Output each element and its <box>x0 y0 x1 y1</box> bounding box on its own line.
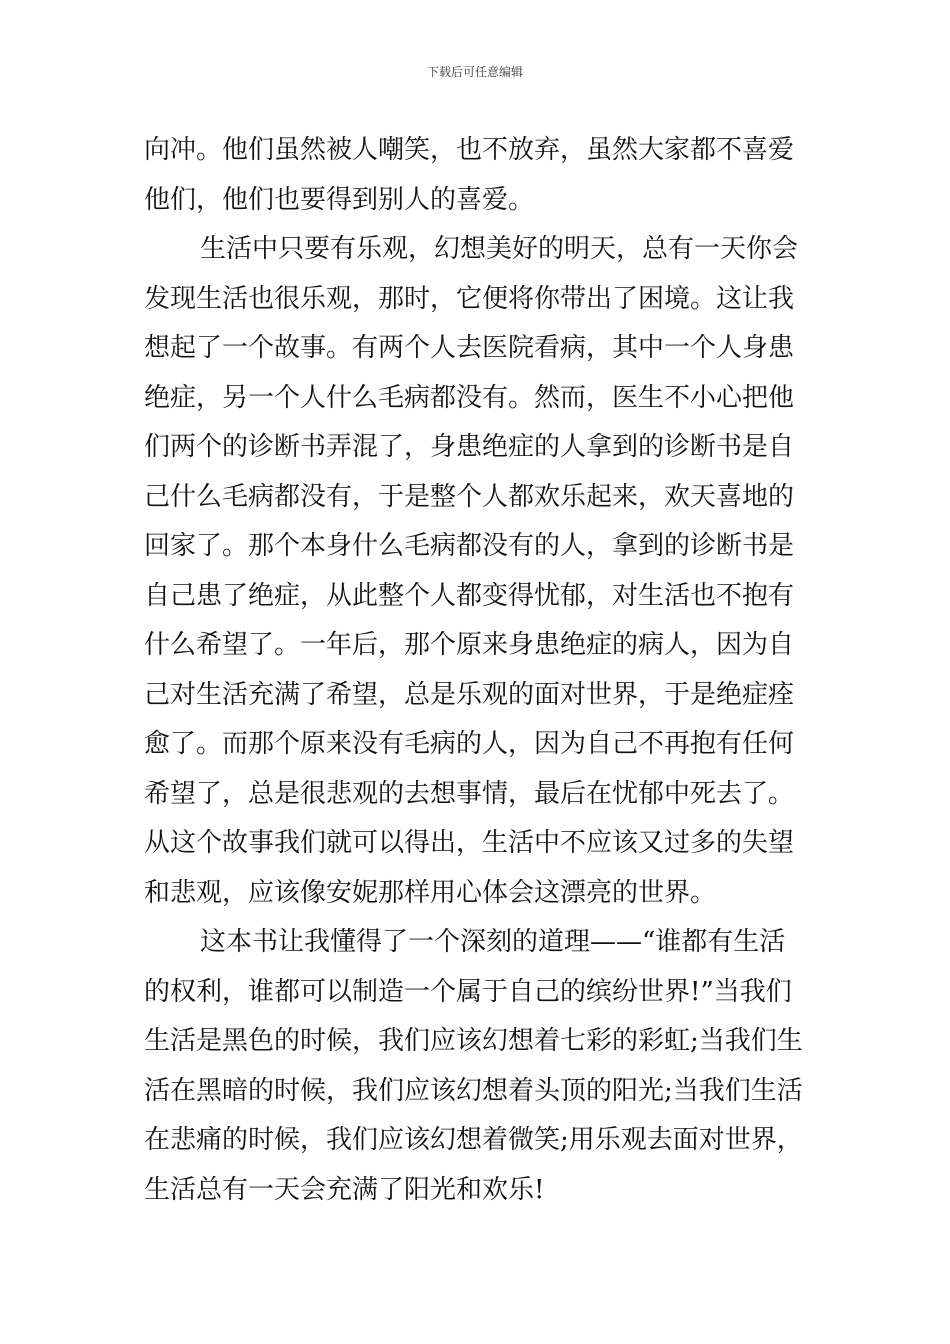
paragraph-2-line-9: 什么希望了。一年后，那个原来身患绝症的病人，因为自 <box>144 630 795 660</box>
paragraph-2-line-2: 发现生活也很乐观，那时，它便将你带出了困境。这让我 <box>144 283 795 314</box>
paragraph-3-line-3: 生活是黑色的时候，我们应该幻想着七彩的彩虹;当我们生 <box>144 1026 803 1056</box>
paragraph-3-line-2: 的权利，谁都可以制造一个属于自己的缤纷世界!”当我们 <box>144 976 792 1007</box>
paragraph-3-line-5: 在悲痛的时候，我们应该幻想着微笑;用乐观去面对世界， <box>144 1125 803 1155</box>
page-header: 下载后可任意编辑 <box>426 65 523 79</box>
paragraph-2-line-7: 回家了。那个本身什么毛病都没有的人，拿到的诊断书是 <box>144 531 795 561</box>
paragraph-2-line-4: 绝症，另一个人什么毛病都没有。然而，医生不小心把他 <box>144 382 795 413</box>
paragraph-2-line-6: 己什么毛病都没有，于是整个人都欢乐起来，欢天喜地的 <box>144 481 795 512</box>
document-body <box>144 126 816 1215</box>
paragraph-3-line-1: 这本书让我懂得了一个深刻的道理——“谁都有生活 <box>200 927 786 957</box>
paragraph-2-line-10: 己对生活充满了希望，总是乐观的面对世界，于是绝症痊 <box>144 679 795 710</box>
paragraph-2-line-12: 希望了，总是很悲观的去想事情，最后在忧郁中死去了。 <box>144 778 795 809</box>
paragraph-1-line-2: 他们，他们也要得到别人的喜爱。 <box>144 184 535 215</box>
paragraph-2-line-8: 自己患了绝症，从此整个人都变得忧郁，对生活也不抱有 <box>144 580 795 611</box>
paragraph-2-line-5: 们两个的诊断书弄混了，身患绝症的人拿到的诊断书是自 <box>144 432 795 462</box>
paragraph-2-line-3: 想起了一个故事。有两个人去医院看病，其中一个人身患 <box>144 333 795 363</box>
paragraph-2-line-13: 从这个故事我们就可以得出，生活中不应该又过多的失望 <box>144 828 795 858</box>
paragraph-1-line-1: 向冲。他们虽然被人嘲笑，也不放弃，虽然大家都不喜爱 <box>144 135 795 165</box>
paragraph-3-line-4: 活在黑暗的时候，我们应该幻想着头顶的阳光;当我们生活 <box>144 1075 803 1106</box>
paragraph-2-line-11: 愈了。而那个原来没有毛病的人，因为自己不再抱有任何 <box>144 729 795 759</box>
paragraph-3-line-6: 生活总有一天会充满了阳光和欢乐! <box>144 1174 545 1205</box>
paragraph-2-line-1: 生活中只要有乐观，幻想美好的明天，总有一天你会 <box>200 234 799 264</box>
paragraph-2-line-14: 和悲观，应该像安妮那样用心体会这漂亮的世界。 <box>144 877 717 908</box>
